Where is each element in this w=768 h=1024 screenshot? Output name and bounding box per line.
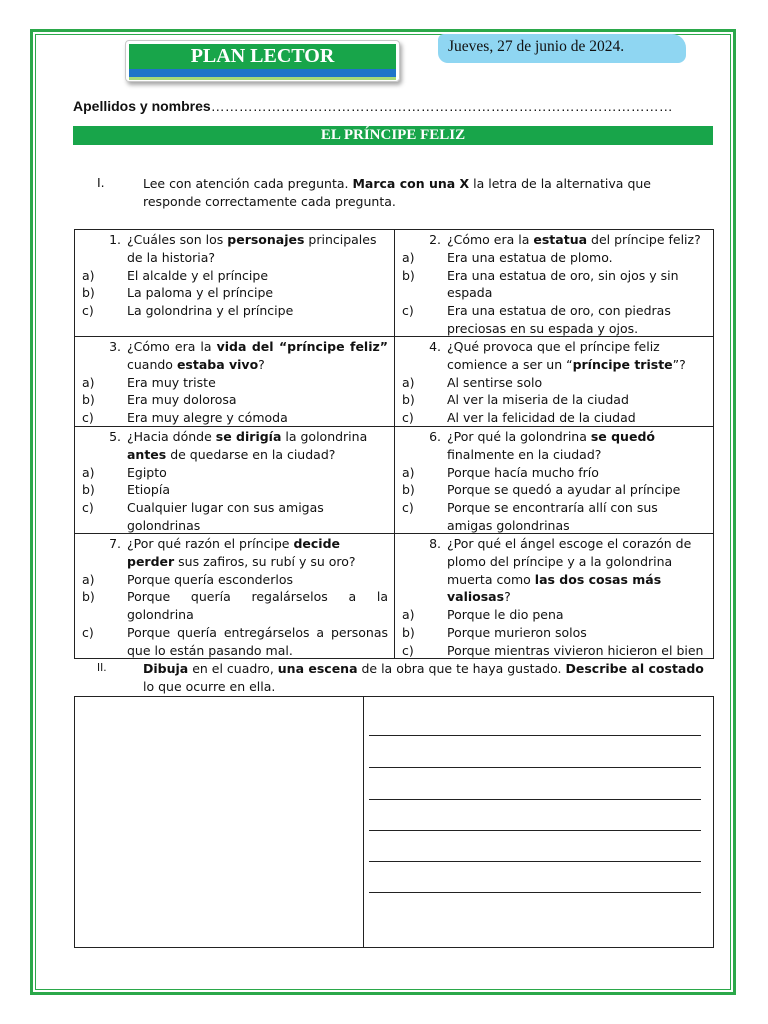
question-text: ¿Qué provoca que el príncipe feliz comience a ser un “príncipe triste”?	[447, 339, 686, 372]
option-c[interactable]: c) Al ver la felicidad de la ciudad	[402, 410, 636, 426]
option-b[interactable]: b) Era muy dolorosa	[82, 392, 237, 408]
questions-table	[74, 229, 714, 659]
question-number: 8.	[429, 536, 441, 551]
option-b[interactable]: b) Al ver la miseria de la ciudad	[402, 392, 629, 408]
question-text: ¿Por qué razón el príncipe decide perder sus zafiros, su rubí y su oro?	[127, 536, 356, 569]
instr-bold: Marca con una X	[352, 176, 470, 191]
name-label: Apellidos y nombres	[73, 98, 211, 114]
writing-line[interactable]	[369, 735, 701, 736]
date-text: Jueves, 27 de junio de 2024.	[448, 38, 625, 55]
question-number: 4.	[429, 339, 441, 354]
question-cell-8	[395, 534, 713, 658]
question-number: 6.	[429, 429, 441, 444]
instr-text: Lee con atención cada pregunta.	[143, 176, 353, 191]
option-a[interactable]: a) Porque hacía mucho frío	[402, 464, 599, 480]
option-b[interactable]: b) La paloma y el príncipe	[82, 285, 274, 301]
question-number: 7.	[109, 536, 121, 551]
question-number: 3.	[109, 339, 121, 354]
option-c[interactable]: c) Era muy alegre y cómoda	[82, 410, 288, 426]
drawing-area[interactable]	[74, 696, 714, 948]
question-text: ¿Por qué el ángel escoge el corazón de plomo del príncipe y a la golondrina muerta como las dos cosas más valiosas?	[447, 536, 692, 605]
page-title: PLAN LECTOR	[129, 44, 396, 69]
question-cell-7	[75, 534, 395, 658]
option-a[interactable]: a) El alcalde y el príncipe	[82, 267, 269, 283]
drawing-divider	[363, 697, 364, 947]
section-2-numeral: II.	[97, 662, 107, 674]
writing-line[interactable]	[369, 830, 701, 831]
option-a[interactable]: a) Era una estatua de plomo.	[402, 249, 613, 265]
question-number: 5.	[109, 429, 121, 444]
option-c[interactable]: c) Era una estatua de oro, con piedras preciosas en su espada y ojos.	[402, 303, 671, 336]
story-title-banner: EL PRÍNCIPE FELIZ	[73, 126, 713, 145]
option-a[interactable]: a) Egipto	[82, 464, 167, 480]
option-a[interactable]: a) Era muy triste	[82, 374, 216, 390]
question-cell-4	[395, 337, 713, 427]
question-text: ¿Cuáles son los personajes principales de la historia?	[127, 232, 377, 265]
option-b[interactable]: b) Etiopía	[82, 482, 170, 498]
section-1-instructions	[143, 175, 713, 211]
writing-line[interactable]	[369, 892, 701, 893]
title-badge	[125, 40, 400, 82]
writing-line[interactable]	[369, 767, 701, 768]
question-cell-1	[75, 230, 395, 337]
question-cell-5	[75, 427, 395, 534]
option-c[interactable]: c) Porque quería entregárselos a personas que lo están pasando mal.	[82, 624, 388, 658]
option-a[interactable]: a) Porque quería esconderlos	[82, 571, 294, 587]
option-b[interactable]: b) Porque se quedó a ayudar al príncipe	[402, 482, 681, 498]
section-1-numeral: I.	[97, 175, 105, 190]
instr-text: la letra de la alternativa que responde correctamente cada pregunta.	[143, 176, 651, 209]
name-dots: ………………………………………………………………………………………	[210, 98, 673, 114]
option-a[interactable]: a) Porque le dio pena	[402, 607, 564, 623]
writing-line[interactable]	[369, 861, 701, 862]
writing-line[interactable]	[369, 799, 701, 800]
option-c[interactable]: c) Porque se encontraría allí con sus amigas golondrinas	[402, 500, 658, 533]
title-blue-stripe	[129, 69, 396, 77]
question-cell-6	[395, 427, 713, 534]
option-b[interactable]: b) Era una estatua de oro, sin ojos y sin espada	[402, 267, 679, 301]
option-b[interactable]: b) Porque quería regalárselos a la golondrina	[82, 589, 388, 623]
question-text: ¿Por qué la golondrina se quedó finalmente en la ciudad?	[447, 429, 655, 462]
option-c[interactable]: c) Cualquier lugar con sus amigas golondrinas	[82, 500, 324, 533]
question-number: 2.	[429, 232, 441, 247]
question-cell-2	[395, 230, 713, 337]
option-b[interactable]: b) Porque murieron solos	[402, 624, 587, 640]
section-2-instructions: Dibuja en el cuadro, una escena de la obra que te haya gustado. Describe al costado lo que ocurre en ella.	[143, 661, 704, 694]
name-field[interactable]	[73, 98, 673, 114]
question-text: ¿Cómo era la estatua del príncipe feliz?	[447, 232, 701, 247]
question-number: 1.	[109, 232, 121, 247]
option-a[interactable]: a) Al sentirse solo	[402, 374, 543, 390]
option-c[interactable]: c) La golondrina y el príncipe	[82, 303, 294, 319]
option-c[interactable]: c) Porque mientras vivieron hicieron el bien	[402, 642, 704, 658]
question-text: ¿Hacia dónde se dirigía la golondrina antes de quedarse en la ciudad?	[127, 429, 368, 462]
title-light-stripe	[129, 77, 396, 80]
question-cell-3	[75, 337, 395, 427]
question-text: ¿Cómo era la vida del “príncipe feliz” cuando estaba vivo?	[127, 339, 388, 372]
